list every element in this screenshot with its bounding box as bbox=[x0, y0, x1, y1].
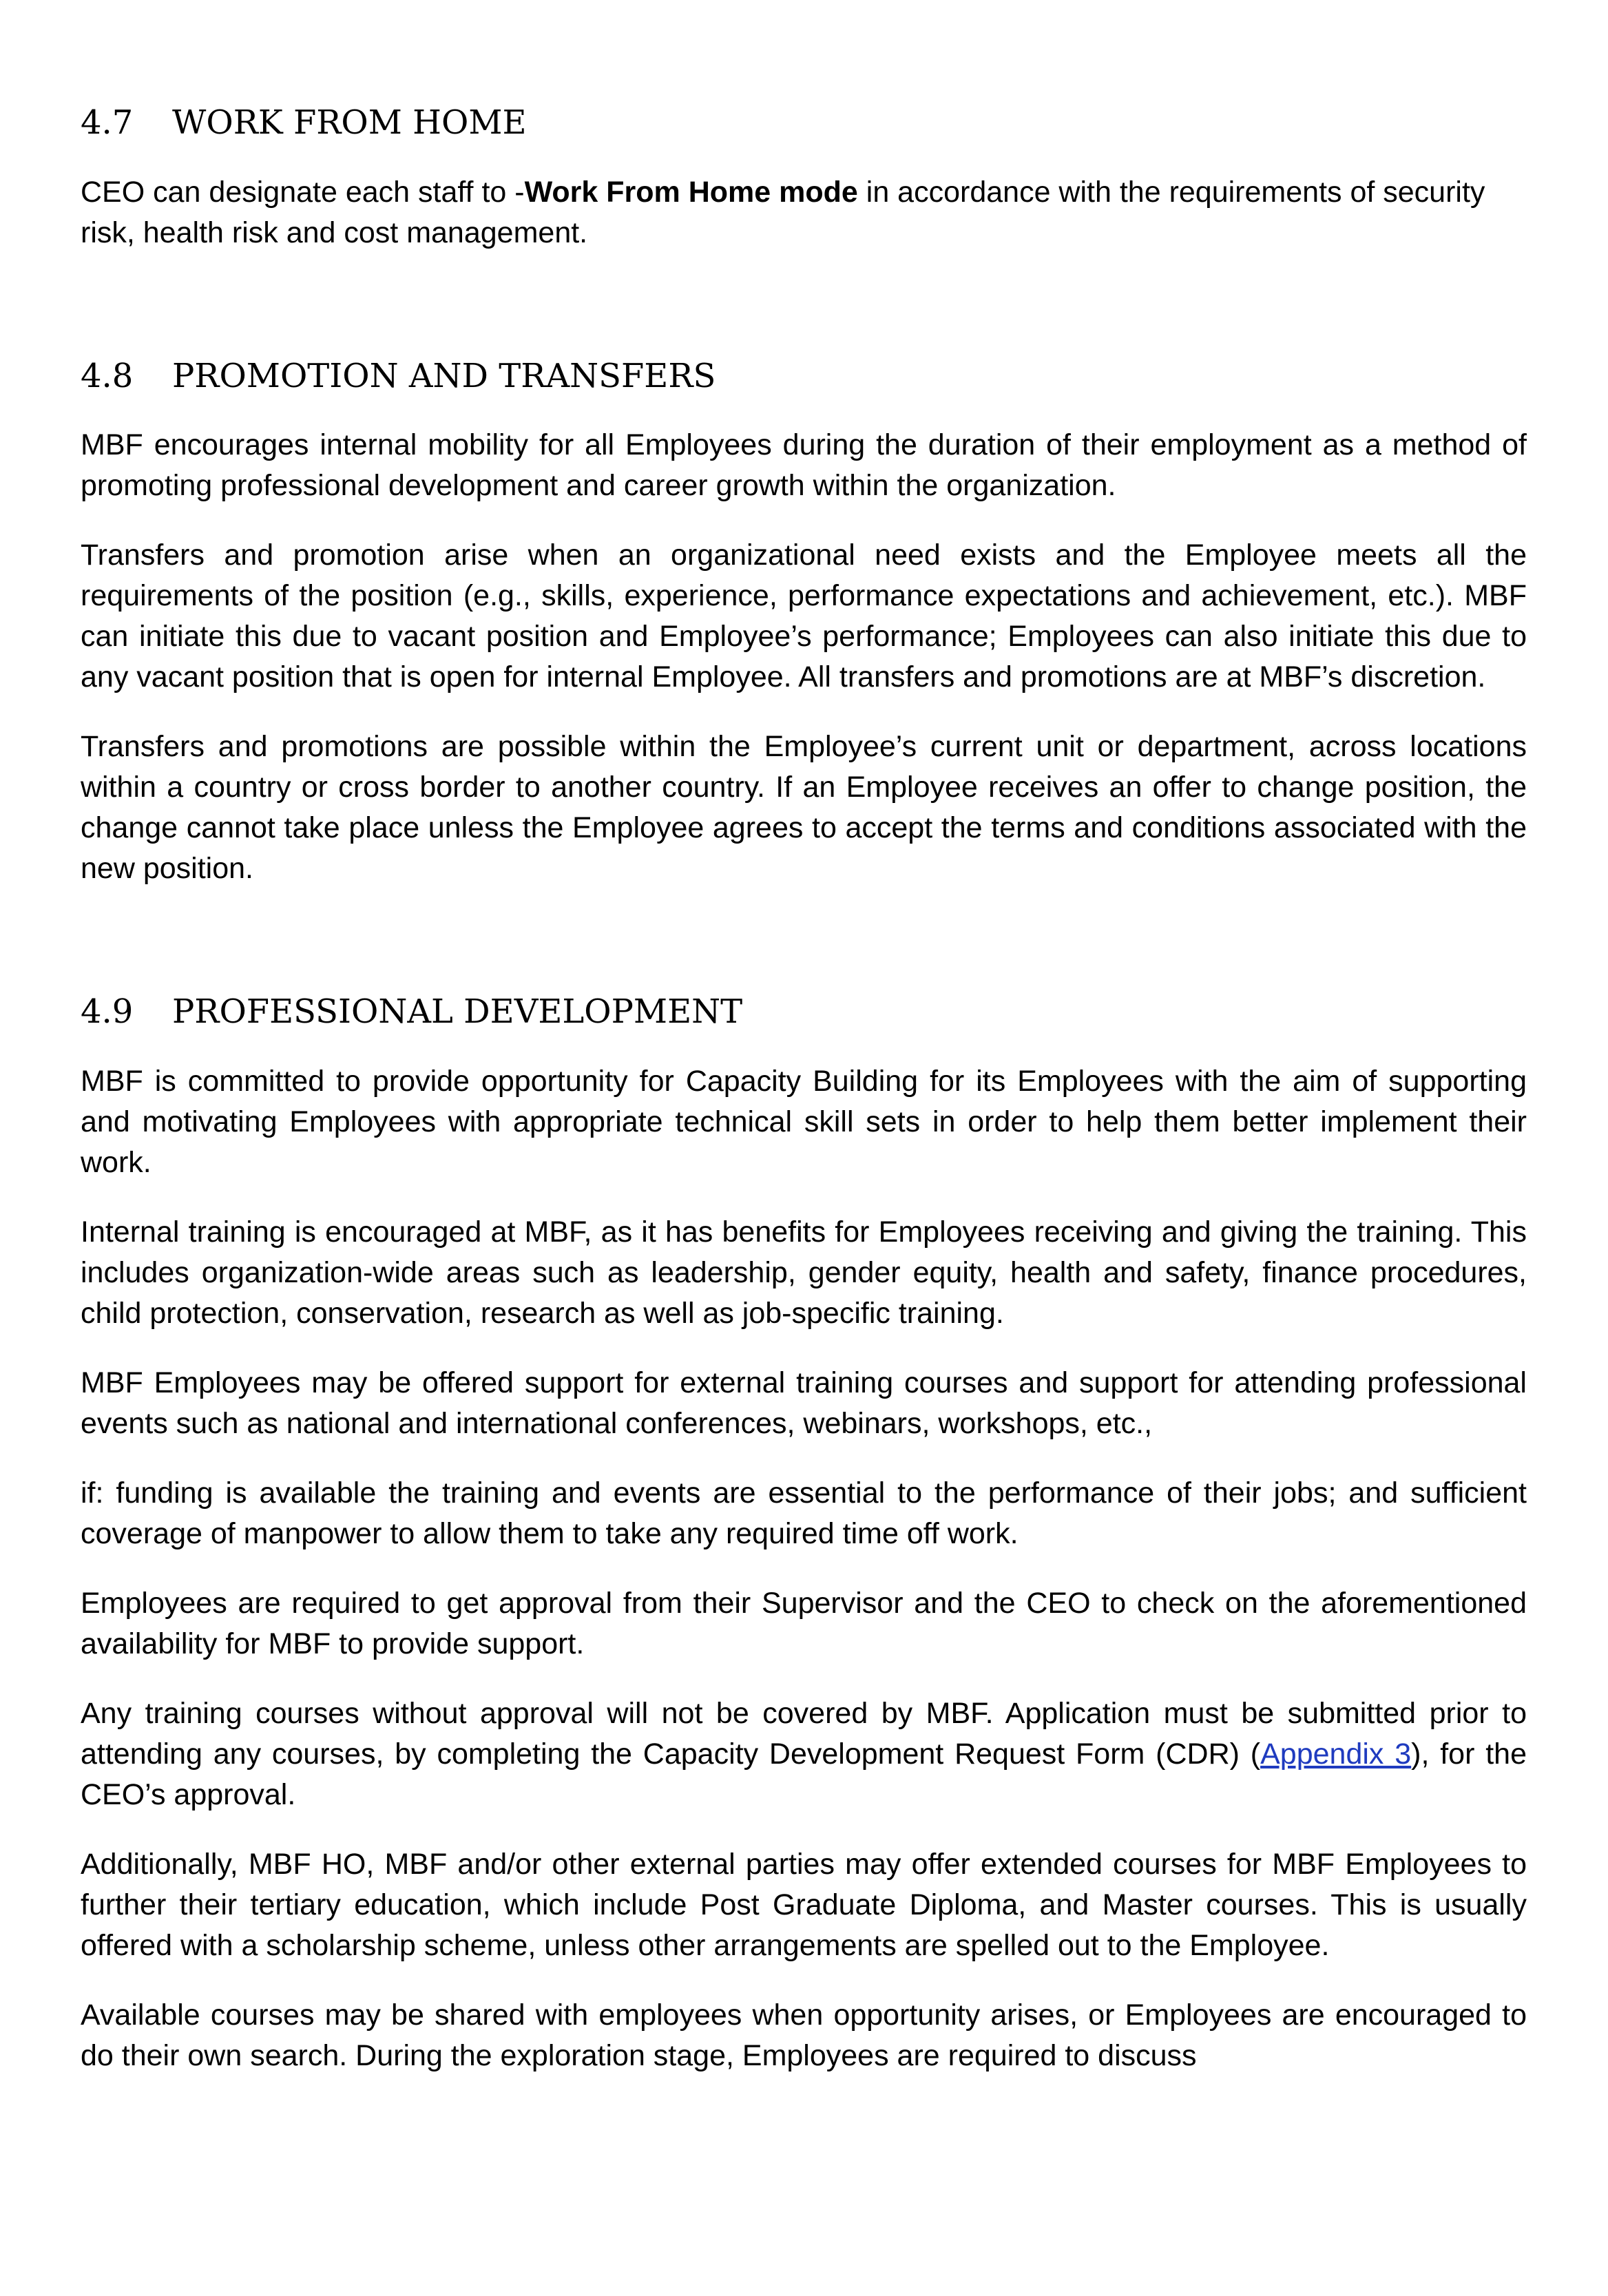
section-heading-4-9 bbox=[81, 992, 1527, 1032]
section-heading-4-7 bbox=[81, 103, 1527, 143]
section-title: WORK FROM HOME bbox=[172, 103, 527, 142]
paragraph-text: ), for the CEO’s approval. bbox=[81, 1737, 1527, 1811]
paragraph: MBF Employees may be offered support for external training courses and support for attending professional events such as national and international conferences, webinars, workshops, etc., bbox=[81, 1366, 1527, 1440]
section-number: 4.7 bbox=[81, 103, 134, 142]
paragraph: Available courses may be shared with employees when opportunity arises, or Employees are encouraged to do their own search. During the exploration stage, Employees are required to discuss bbox=[81, 1998, 1527, 2072]
paragraph bbox=[81, 172, 1527, 253]
paragraph: Transfers and promotion arise when an organizational need exists and the Employee meets all the requirements of the position (e.g., skills, experience, performance expectations and achievement, etc.). MBF can initiate this due to vacant position and Employee’s performance; Employees can also initiate this due to any vacant position that is open for internal Employee. All transfers and promotions are at MBF’s discretion. bbox=[81, 539, 1527, 694]
paragraph: MBF is committed to provide opportunity for Capacity Building for its Employees with the aim of supporting and motivating Employees with appropriate technical skill sets in order to help them better implement their work. bbox=[81, 1064, 1527, 1179]
section-number: 4.9 bbox=[81, 992, 134, 1032]
section-number: 4.8 bbox=[81, 356, 134, 395]
paragraph: MBF encourages internal mobility for all Employees during the duration of their employment as a method of promoting professional development and career growth within the organization. bbox=[81, 428, 1527, 503]
paragraph bbox=[81, 1693, 1527, 1815]
paragraph: Transfers and promotions are possible within the Employee’s current unit or department, across locations within a country or cross border to another country. If an Employee receives an offer to change position, the change cannot take place unless the Employee agrees to accept the terms and conditions associated with the new position. bbox=[81, 730, 1527, 886]
paragraph: Internal training is encouraged at MBF, as it has benefits for Employees receiving and giving the training. This includes organization-wide areas such as leadership, gender equity, health and safety, finance procedures, child protection, conservation, research as well as job-specific training. bbox=[81, 1215, 1527, 1330]
document-page bbox=[81, 103, 1527, 2076]
paragraph: if: funding is available the training and events are essential to the performance of their jobs; and sufficient coverage of manpower to allow them to take any required time off work. bbox=[81, 1476, 1527, 1550]
section-title: PROFESSIONAL DEVELOPMENT bbox=[172, 992, 743, 1032]
paragraph: Employees are required to get approval from their Supervisor and the CEO to check on the aforementioned availability for MBF to provide support. bbox=[81, 1586, 1527, 1660]
paragraph-text: in accordance with the requirements of security risk, health risk and cost management. bbox=[81, 175, 1485, 249]
paragraph: Additionally, MBF HO, MBF and/or other external parties may offer extended courses for MBF Employees to further their tertiary education, which include Post Graduate Diploma, and Master courses. This is usually offered with a scholarship scheme, unless other arrangements are spelled out to the Employee. bbox=[81, 1847, 1527, 1962]
bold-text: Work From Home mode bbox=[524, 175, 858, 209]
section-heading-4-8 bbox=[81, 357, 1527, 397]
section-title: PROMOTION AND TRANSFERS bbox=[172, 356, 716, 395]
paragraph-text: CEO can designate each staff to - bbox=[81, 175, 525, 209]
appendix-3-link[interactable]: Appendix 3 bbox=[1260, 1737, 1412, 1771]
paragraph-text: Any training courses without approval will not be covered by MBF. Application must be submitted prior to attending any courses, by completing the Capacity Development Request Form (CDR) ( bbox=[81, 1696, 1527, 1771]
